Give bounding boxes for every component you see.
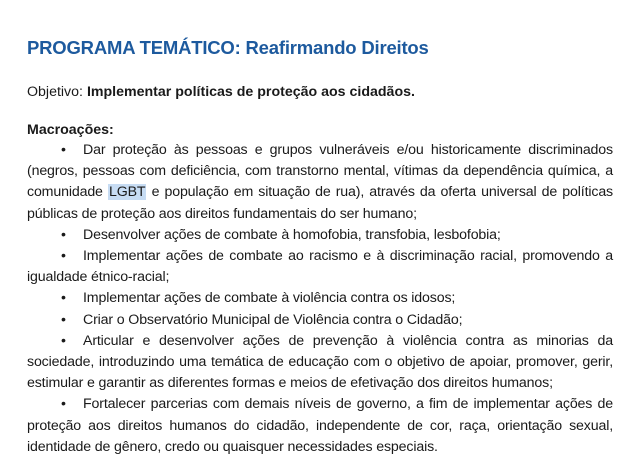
- macro-action-item: [27, 225, 613, 246]
- document-page: [27, 36, 613, 458]
- bullet-icon: •: [61, 311, 66, 328]
- bullet-icon: •: [61, 332, 66, 349]
- macro-action-text-before: Dar proteção às pessoas e grupos vulneráveis e/ou historicamente discriminados (negros, pessoas com deficiência, com transtorno mental, vítimas da dependência química, a comunidade: [27, 142, 613, 201]
- bullet-icon: •: [61, 226, 66, 243]
- bullet-icon: •: [61, 290, 66, 307]
- macro-action-item: [27, 140, 613, 225]
- macro-action-item: [27, 246, 613, 288]
- macro-action-text: Implementar ações de combate ao racismo e à discriminação racial, promovendo a igualdade étnico-racial;: [27, 248, 613, 286]
- macro-action-text: Desenvolver ações de combate à homofobia, transfobia, lesbofobia;: [83, 226, 501, 243]
- objective-line: [27, 82, 613, 102]
- macro-action-text: Articular e desenvolver ações de prevenção à violência contra as minorias da sociedade, introduzindo uma temática de educação com o objetivo de apoiar, promover, gerir, estimular e garantir as diferentes formas e meios de efetivação dos direitos humanos;: [27, 332, 613, 392]
- bullet-icon: •: [61, 142, 66, 158]
- macro-action-text: Implementar ações de combate à violência contra os idosos;: [83, 290, 456, 307]
- program-title: PROGRAMA TEMÁTICO: Reafirmando Direitos: [27, 37, 429, 58]
- macro-actions-heading: Macroações:: [27, 122, 114, 138]
- bullet-icon: •: [61, 248, 66, 265]
- macro-action-text: Criar o Observatório Municipal de Violência contra o Cidadão;: [83, 311, 463, 328]
- bullet-icon: •: [61, 396, 66, 413]
- macro-actions-list: [27, 140, 613, 458]
- macro-action-item: [27, 394, 613, 458]
- macro-action-item: [27, 310, 613, 331]
- macro-action-item: [27, 331, 613, 395]
- macro-action-item: [27, 288, 613, 309]
- objective-text: Implementar políticas de proteção aos cidadãos.: [86, 84, 415, 100]
- macro-action-text-after: e população em situação de rua), através da oferta universal de políticas públicas de proteção aos direitos fundamentais do ser humano;: [27, 184, 613, 222]
- macro-action-text: Fortalecer parcerias com demais níveis de governo, a fim de implementar ações de proteção aos direitos humanos do cidadão, independente de cor, raça, orientação sexual, identidade de gênero, credo ou quaisquer necessidades especiais.: [27, 396, 613, 455]
- selected-text-highlight[interactable]: LGBT: [108, 184, 146, 201]
- objective-label: Objetivo:: [27, 84, 83, 100]
